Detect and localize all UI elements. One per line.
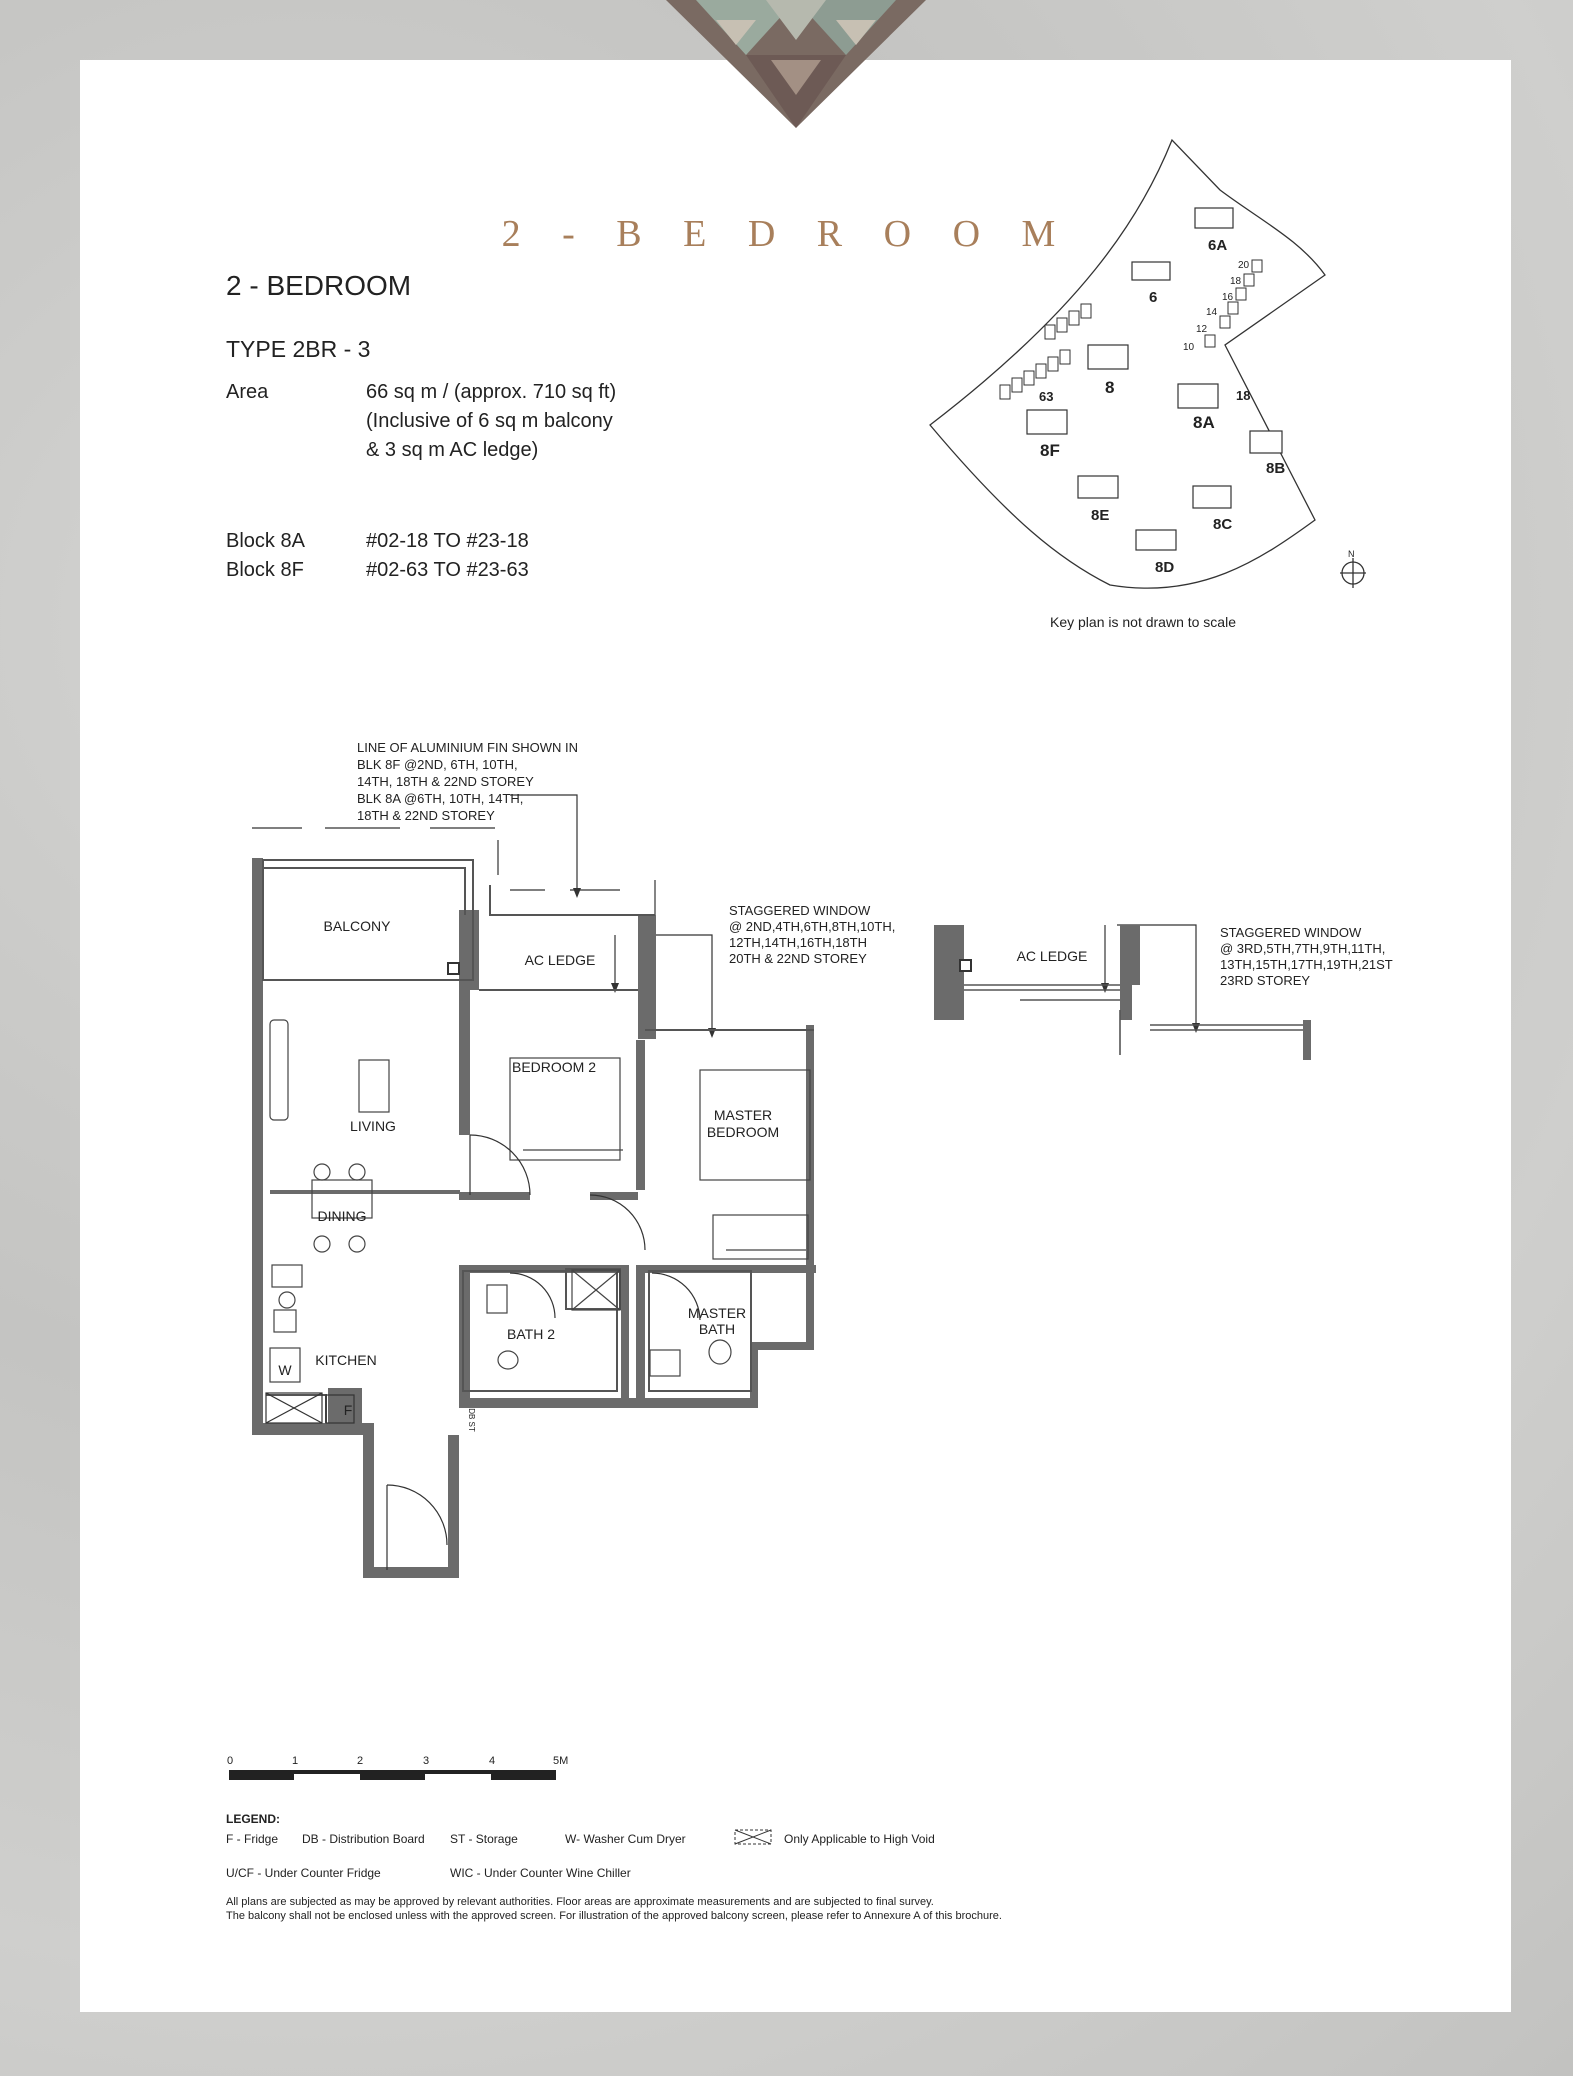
area-label: Area: [226, 381, 269, 403]
staggered-1-line-4: 20TH & 22ND STOREY: [729, 951, 867, 966]
keyplan-floor-20: 20: [1238, 260, 1250, 271]
room-master-bedroom-line1: MASTER: [713, 1107, 773, 1123]
keyplan-label-8: 8: [1105, 378, 1115, 397]
staggered-1-line-2: @ 2ND,4TH,6TH,8TH,10TH,: [729, 919, 896, 934]
fin-note-3: 14TH, 18TH & 22ND STOREY: [357, 774, 534, 789]
legend-title: LEGEND:: [226, 1812, 280, 1826]
keyplan-label-8b: 8B: [1266, 460, 1286, 477]
keyplan-floor-16: 16: [1222, 292, 1234, 303]
staggered-2-line-2: @ 3RD,5TH,7TH,9TH,11TH,: [1220, 941, 1386, 956]
key-plan: [930, 140, 1366, 588]
scale-tick-2: 2: [357, 1755, 364, 1767]
room-kitchen: KITCHEN: [315, 1352, 377, 1368]
room-bath-2: BATH 2: [507, 1326, 555, 1342]
keyplan-label-8f: 8F: [1040, 441, 1060, 460]
fin-note-1: LINE OF ALUMINIUM FIN SHOWN IN: [357, 740, 579, 755]
block-units-2: #02-63 TO #23-63: [366, 559, 529, 581]
staggered-2-line-1: STAGGERED WINDOW: [1220, 925, 1362, 940]
db-st-label: DB ST: [467, 1408, 476, 1432]
legend-db: DB - Distribution Board: [302, 1832, 425, 1846]
north-label: N: [1348, 549, 1355, 559]
room-ac-ledge: AC LEDGE: [524, 952, 596, 968]
staggered-1-line-3: 12TH,14TH,16TH,18TH: [729, 935, 867, 950]
legend-ucf: U/CF - Under Counter Fridge: [226, 1866, 381, 1880]
block-name-2: Block 8F: [226, 559, 304, 581]
staggered-1-line-1: STAGGERED WINDOW: [729, 903, 871, 918]
legend-wic: WIC - Under Counter Wine Chiller: [450, 1866, 631, 1880]
room-master-bath-line1: MASTER: [687, 1305, 747, 1321]
keyplan-floor-12: 12: [1196, 324, 1208, 335]
fin-note-4: BLK 8A @6TH, 10TH, 14TH,: [357, 791, 524, 806]
block-units-1: #02-18 TO #23-18: [366, 530, 529, 552]
room-dining: DINING: [317, 1208, 367, 1224]
legend-void: Only Applicable to High Void: [784, 1832, 935, 1846]
fin-note-5: 18TH & 22ND STOREY: [357, 808, 495, 823]
keyplan-floor-18: 18: [1230, 276, 1242, 287]
area-line-2: (Inclusive of 6 sq m balcony: [366, 410, 613, 432]
room-bedroom-2: BEDROOM 2: [511, 1059, 597, 1075]
keyplan-label-63: 63: [1039, 389, 1054, 404]
area-line-3: & 3 sq m AC ledge): [366, 439, 539, 461]
block-name-1: Block 8A: [226, 530, 305, 552]
fridge-label: F: [343, 1402, 353, 1418]
keyplan-label-6: 6: [1149, 289, 1158, 306]
staggered-2-line-4: 23RD STOREY: [1220, 973, 1311, 988]
scale-bar: [229, 1770, 556, 1780]
area-line-1: 66 sq m / (approx. 710 sq ft): [366, 381, 617, 403]
scale-tick-5: 5M: [553, 1755, 569, 1767]
scale-tick-4: 4: [489, 1755, 496, 1767]
keyplan-label-8d: 8D: [1155, 559, 1175, 576]
legend-st: ST - Storage: [450, 1832, 518, 1846]
keyplan-label-8e: 8E: [1091, 507, 1110, 524]
room-living: LIVING: [350, 1118, 396, 1134]
room-master-bath-line2: BATH: [698, 1321, 736, 1337]
keyplan-label-8c: 8C: [1213, 516, 1233, 533]
keyplan-caption: Key plan is not drawn to scale: [1050, 614, 1236, 630]
keyplan-floor-14: 14: [1206, 307, 1218, 318]
keyplan-floor-10: 10: [1183, 342, 1195, 353]
fin-note-2: BLK 8F @2ND, 6TH, 10TH,: [357, 757, 518, 772]
footnote-line-1: All plans are subjected as may be approved by relevant authorities. Floor areas are approximate measurements and are subjected to final survey.: [226, 1896, 934, 1908]
keyplan-label-18: 18: [1236, 388, 1251, 403]
scale-tick-1: 1: [292, 1755, 299, 1767]
scale-tick-3: 3: [423, 1755, 430, 1767]
unit-title: 2 - BEDROOM: [226, 270, 412, 301]
footnote-line-2: The balcony shall not be enclosed unless with the approved screen. For illustration of the approved balcony screen, please refer to Annexure A of this brochure.: [226, 1910, 1002, 1922]
scale-tick-0: 0: [227, 1755, 234, 1767]
room-balcony: BALCONY: [323, 918, 391, 934]
staggered-2-line-3: 13TH,15TH,17TH,19TH,21ST: [1220, 957, 1393, 972]
unit-type: TYPE 2BR - 3: [226, 336, 371, 362]
footnote: [226, 1895, 1426, 1923]
keyplan-label-8a: 8A: [1193, 413, 1215, 432]
keyplan-label-6a: 6A: [1208, 237, 1228, 254]
legend-washer: W- Washer Cum Dryer: [565, 1832, 686, 1846]
section-title: 2 - B E D R O O M: [501, 213, 1072, 255]
room-master-bedroom-line2: BEDROOM: [706, 1124, 780, 1140]
room-ac-ledge-2: AC LEDGE: [1016, 948, 1088, 964]
high-void-symbol: [735, 1830, 771, 1844]
legend-fridge: F - Fridge: [226, 1832, 279, 1846]
washer-label: W: [278, 1362, 292, 1378]
